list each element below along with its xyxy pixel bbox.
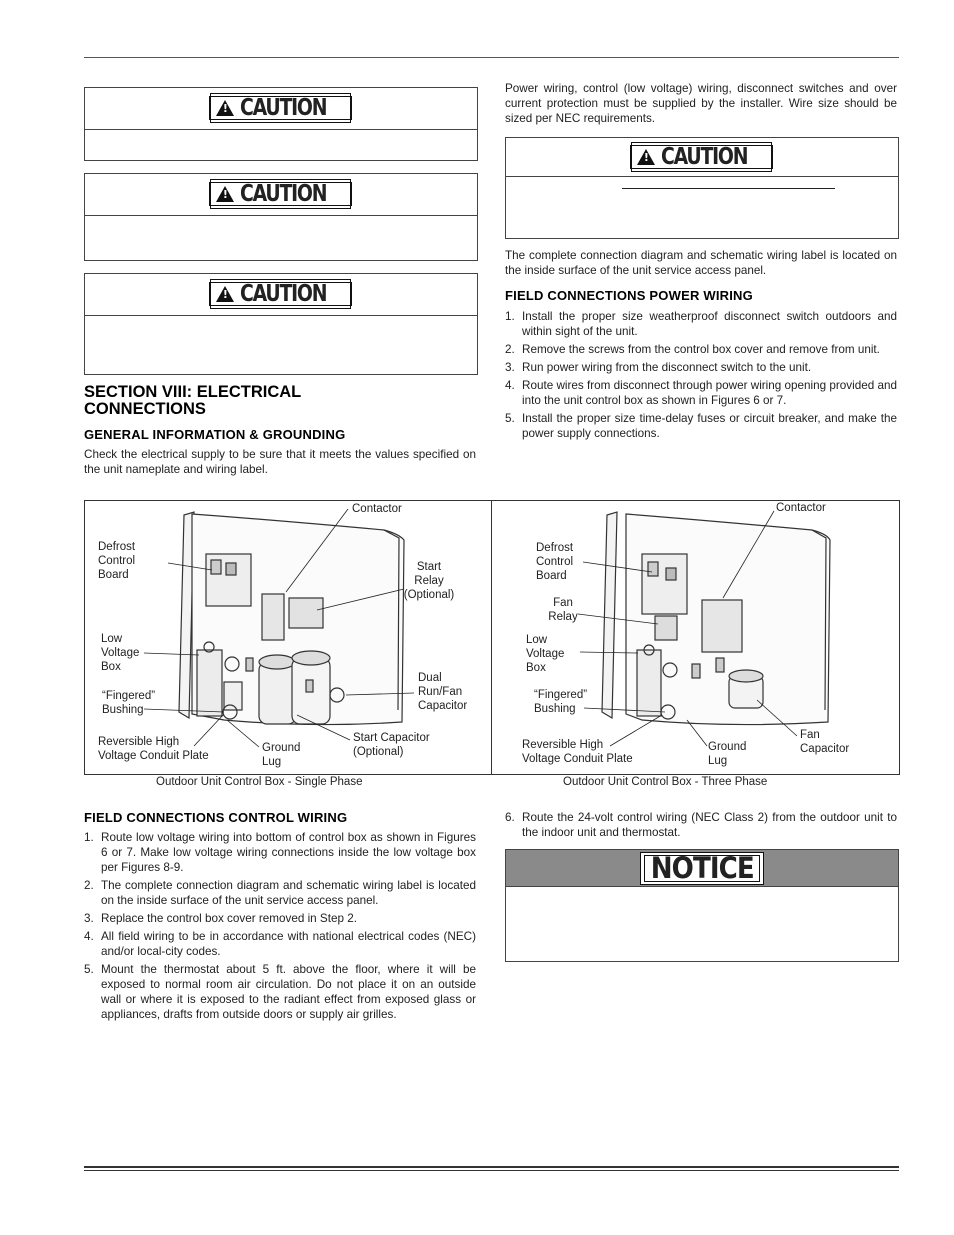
general-heading: GENERAL INFORMATION & GROUNDING [84,427,346,442]
label-start-relay: Start Relay (Optional) [403,561,455,601]
label-defrost-control-board: Defrost Control Board [98,541,136,581]
label-dual-capacitor: Dual Run/Fan Capacitor [418,672,468,712]
caution-label: CAUTION [239,181,327,207]
caution-box-2 [84,173,478,261]
caution-underline [622,188,835,189]
label-contactor: Contactor [352,503,402,515]
warning-triangle-icon [216,100,234,116]
footer-rule [84,1166,899,1168]
caution-box-3 [84,273,478,375]
power-wiring-heading: FIELD CONNECTIONS POWER WIRING [505,288,753,303]
header-rule [84,57,899,58]
caution-box-1 [84,87,478,161]
label-reversible-plate: Reversible High Voltage Conduit Plate [98,736,209,762]
warning-triangle-icon [637,149,655,165]
caption-single-phase: Outdoor Unit Control Box - Single Phase [156,776,363,788]
label-ground-lug: Ground Lug [262,742,301,768]
control-steps-list [84,830,476,1025]
list-item: 1. Install the proper size weatherproof disconnect switch outdoors and within sight of the unit. [505,310,897,338]
power-steps-list [505,309,897,444]
intro-text: Power wiring, control (low voltage) wiring, disconnect switches and over current protection must be supplied by the installer. Wire size should be sized per NEC requirements. [505,82,897,125]
label-fan-capacitor: Fan Capacitor [800,729,850,755]
control-step-6 [505,810,897,843]
caution-label: CAUTION [239,281,327,307]
label-start-capacitor: Start Capacitor (Optional) [353,732,430,758]
list-item: 4. All field wiring to be in accordance with national electrical codes (NEC) and/or local-city codes. [84,930,476,958]
label-fingered-bushing: “Fingered” Bushing [534,689,588,715]
label-reversible-plate: Reversible High Voltage Conduit Plate [522,739,633,765]
notice-box [505,849,899,962]
list-item: 5. Mount the thermostat about 5 ft. above the floor, where it will be exposed to normal room air circulation. Do not place it on an outside wall or where it is exposed to the radiant effect from exposed glass or appliances, drafts from outside doors or supply air grilles. [84,963,476,1021]
label-fan-relay: Fan Relay [548,597,578,623]
caution-label: CAUTION [239,95,327,121]
control-wiring-heading: FIELD CONNECTIONS CONTROL WIRING [84,810,348,825]
diagram-location-text: The complete connection diagram and schematic wiring label is located on the inside surface of the unit service access panel. [505,249,897,277]
label-defrost-control-board: Defrost Control Board [536,542,574,582]
warning-triangle-icon [216,286,234,302]
footer-rule-thin [84,1170,899,1171]
warning-triangle-icon [216,186,234,202]
list-item: 5. Install the proper size time-delay fuses or circuit breaker, and make the power supply connections. [505,412,897,440]
label-ground-lug: Ground Lug [708,741,747,767]
caution-label: CAUTION [660,144,748,170]
label-low-voltage-box: Low Voltage Box [101,633,140,673]
list-item: 3. Run power wiring from the disconnect switch to the unit. [505,361,812,374]
section-title: SECTION VIII: ELECTRICAL CONNECTIONS [84,383,301,418]
notice-label: NOTICE [650,851,754,885]
label-low-voltage-box: Low Voltage Box [526,634,565,674]
label-contactor: Contactor [776,502,826,514]
general-text: Check the electrical supply to be sure that it meets the values specified on the unit nameplate and wiring label. [84,448,476,476]
caption-three-phase: Outdoor Unit Control Box - Three Phase [563,776,768,788]
list-item: 2. Remove the screws from the control box cover and remove from unit. [505,343,880,356]
list-item: 6. Route the 24-volt control wiring (NEC Class 2) from the outdoor unit to the indoor unit and thermostat. [505,811,897,839]
list-item: 1. Route low voltage wiring into bottom of control box as shown in Figures 6 or 7. Make low voltage wiring connections inside the low voltage box per Figures 8-9. [84,831,476,874]
list-item: 3. Replace the control box cover removed in Step 2. [84,912,357,925]
list-item: 2. The complete connection diagram and schematic wiring label is located on the inside surface of the unit service access panel. [84,879,476,907]
label-fingered-bushing: “Fingered” Bushing [102,690,156,716]
list-item: 4. Route wires from disconnect through power wiring opening provided and into the unit control box as shown in Figures 6 or 7. [505,379,897,407]
